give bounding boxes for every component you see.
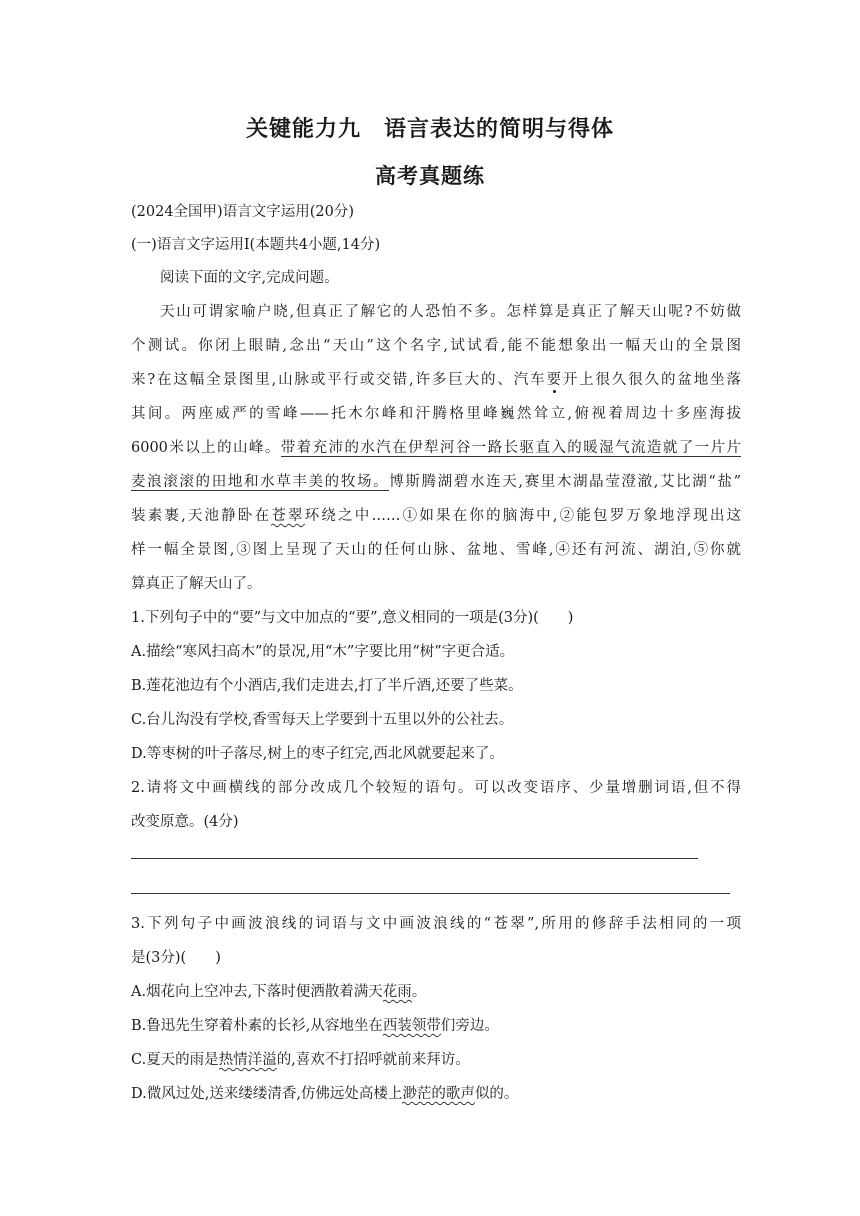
- question-1-option-a: A.描绘“寒风扫高木”的景况,用“木”字要比用“树”字更合适。: [131, 644, 515, 660]
- answer-line-1[interactable]: [131, 858, 698, 859]
- underlined-text: 带着充沛的水汽在伊犁河谷一路长驱直入的暖湿气流造就了一片片: [280, 440, 742, 456]
- passage-line-9: 算真正了解天山了。: [131, 576, 262, 592]
- wavy-underlined-text: 渺茫的歌声: [402, 1086, 475, 1106]
- passage-line-8: 样一幅全景图,③图上呈现了天山的任何山脉、盆地、雪峰,④还有河流、湖泊,⑤你就: [131, 542, 741, 558]
- text-segment: 环绕之中……①如果在你的脑海中,②能包罗万象地浮现出这: [304, 508, 742, 524]
- text-segment: C.夏天的雨是: [131, 1052, 219, 1068]
- wavy-underlined-text: 花雨: [383, 984, 412, 1004]
- passage-line-6: [131, 472, 741, 492]
- page-subtitle: 高考真题练: [375, 164, 485, 188]
- text-segment: 6000米以上的山峰。: [131, 440, 281, 456]
- question-3-stem-line-2: 是(3分)( ): [131, 950, 221, 966]
- text-segment: 博斯腾湖碧水连天,赛里木湖晶莹澄澈,艾比湖“盐”: [389, 474, 742, 490]
- question-2-stem-line-1: 2.请将文中画横线的部分改成几个较短的语句。可以改变语序、少量增删词语,但不得: [131, 780, 741, 796]
- question-1-option-b: B.莲花池边有个小酒店,我们走进去,打了半斤酒,还要了些菜。: [131, 678, 523, 694]
- question-3-option-c: [131, 1050, 741, 1070]
- question-3-option-b: [131, 1016, 741, 1036]
- text-segment: 来?在这幅全景图里,山脉或平行或交错,许多巨大的、汽车: [131, 372, 547, 388]
- passage-line-7: [131, 506, 741, 526]
- passage-line-4: 其间。两座威严的雪峰——托木尔峰和汗腾格里峰巍然耸立,俯视着周边十多座海拔: [131, 406, 741, 422]
- text-segment: 们旁边。: [440, 1018, 499, 1034]
- text-segment: A.烟花向上空冲去,下落时便洒散着满天: [131, 984, 383, 1000]
- text-segment: D.微风过处,送来缕缕清香,仿佛远处高楼上: [131, 1086, 403, 1102]
- page-title: 关键能力九 语言表达的简明与得体: [245, 117, 614, 142]
- passage-line-2: 个测试。你闭上眼睛,念出“天山”这个名字,试试看,能不能想象出一幅天山的全景图: [131, 338, 741, 354]
- question-1-option-c: C.台儿沟没有学校,香雪每天上学要到十五里以外的公社去。: [131, 712, 514, 728]
- question-1-stem: 1.下列句子中的“要”与文中加点的“要”,意义相同的一项是(3分)( ): [131, 610, 574, 626]
- dotted-char: 要: [546, 372, 563, 388]
- question-3-option-a: [131, 982, 741, 1002]
- passage-line-1: 天山可谓家喻户晓,但真正了解它的人恐怕不多。怎样算是真正了解天山呢?不妨做: [160, 304, 741, 320]
- question-1-option-d: D.等枣树的叶子落尽,树上的枣子红完,西北风就要起来了。: [131, 746, 504, 762]
- question-2-stem-line-2: 改变原意。(4分): [131, 814, 239, 830]
- wavy-underlined-text: 苍翠: [271, 508, 304, 528]
- wavy-underlined-text: 西装领带: [383, 1018, 441, 1038]
- text-segment: B.鲁迅先生穿着朴素的长衫,从容地坐在: [131, 1018, 383, 1034]
- wavy-underlined-text: 热情洋溢: [219, 1052, 277, 1072]
- source-line: (2024全国甲)语言文字运用(20分): [131, 204, 354, 220]
- text-segment: 似的。: [474, 1086, 519, 1102]
- text-segment: 开上很久很久的盆地坐落: [562, 372, 741, 388]
- passage-line-3: [131, 370, 741, 390]
- text-segment: 装素裹,天池静卧在: [131, 508, 272, 524]
- text-segment: 的,喜欢不打招呼就前来拜访。: [276, 1052, 470, 1068]
- underlined-text: 麦浪滚滚的田地和水草丰美的牧场。: [131, 474, 390, 490]
- instruction: 阅读下面的文字,完成问题。: [160, 270, 339, 286]
- answer-line-2[interactable]: [131, 893, 730, 894]
- question-3-option-d: [131, 1084, 741, 1104]
- question-3-stem-line-1: 3.下列句子中画波浪线的词语与文中画波浪线的“苍翠”,所用的修辞手法相同的一项: [131, 916, 741, 932]
- passage-line-5: [131, 438, 741, 458]
- text-segment: 。: [411, 984, 427, 1000]
- section-heading: (一)语言文字运用Ⅰ(本题共4小题,14分): [131, 237, 381, 253]
